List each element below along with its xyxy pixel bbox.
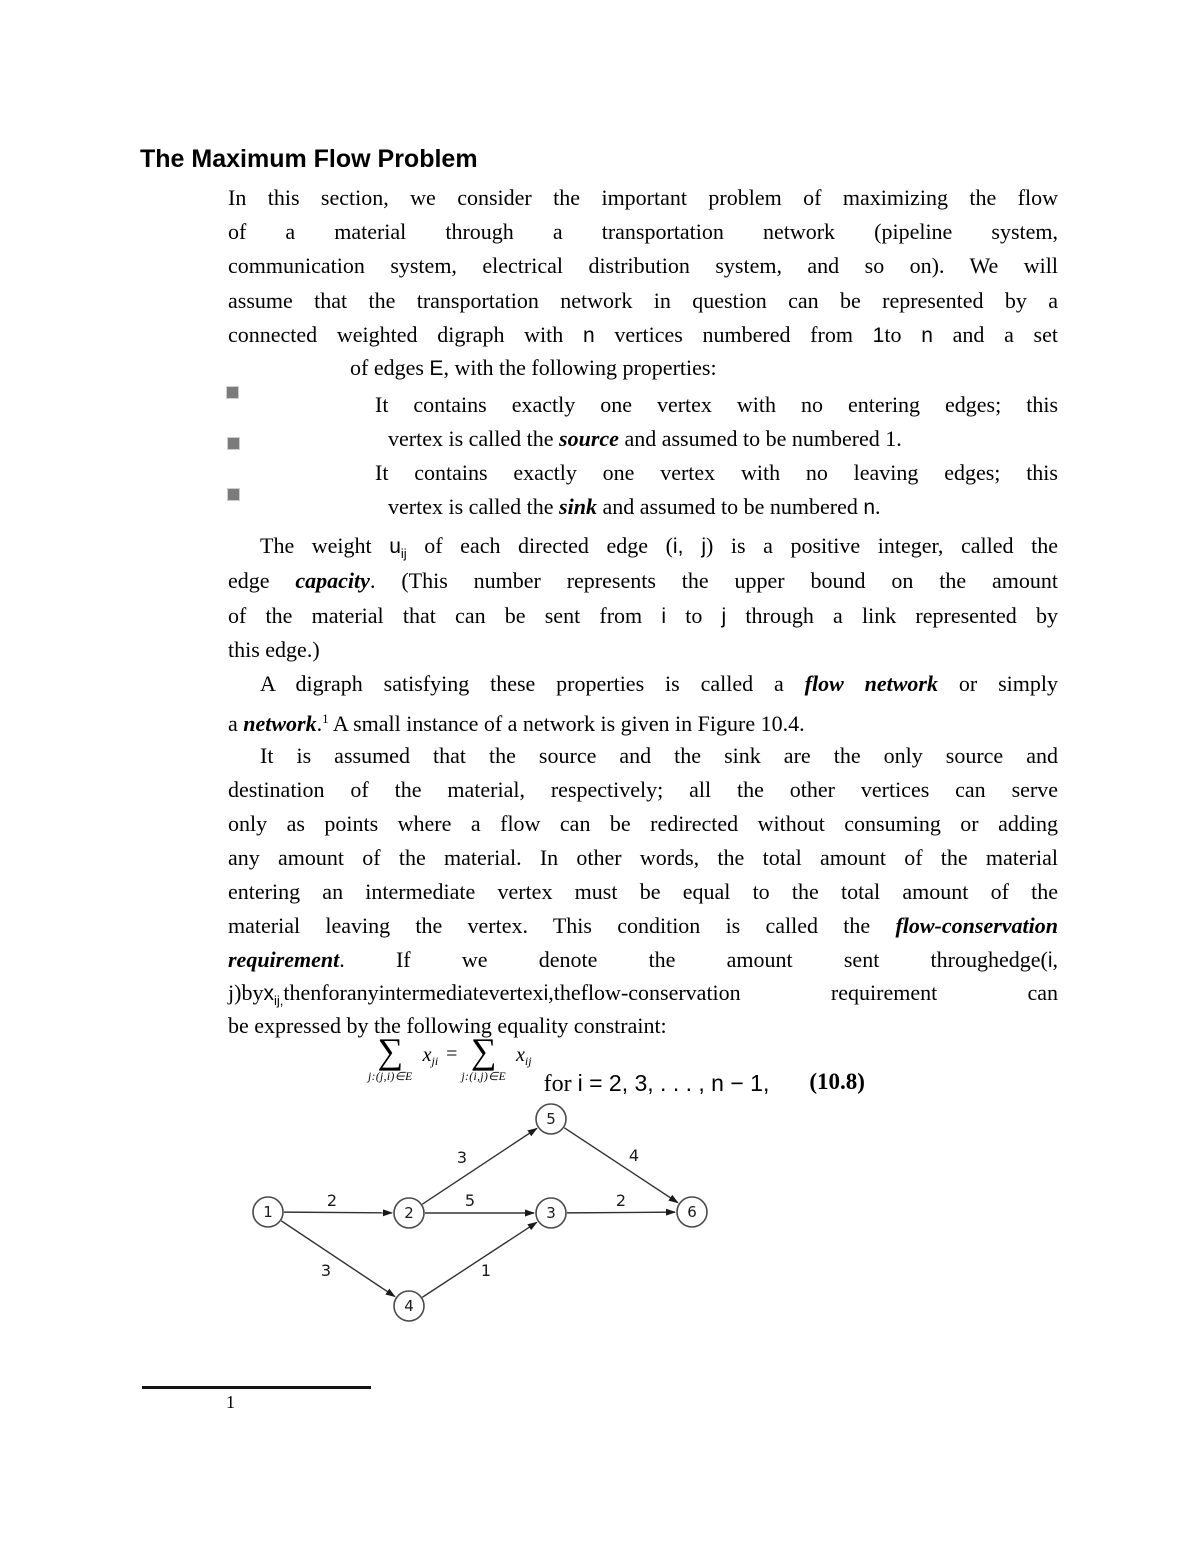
graph-node-5 — [536, 1104, 566, 1134]
p1-line1: In this section, we consider the important problem of maximizing the flow — [228, 185, 1058, 210]
graph-edge-2-5 — [422, 1128, 536, 1204]
summation-lhs-condition: j:(j,i)∈E — [368, 1071, 413, 1083]
edge-capacity-label: 2 — [326, 1191, 338, 1210]
p4-line1: It is assumed that the source and the sink are the only source and — [260, 743, 1058, 768]
section-title: The Maximum Flow Problem — [140, 145, 478, 173]
p1-line6: of edges E, with the following properties: — [350, 355, 717, 380]
footnote-separator — [142, 1386, 371, 1389]
p2-line3: of the material that can be sent from i to j through a link represented by — [228, 603, 1059, 628]
p2-line1: The weight $u_{ij}$ of each directed edge (i, j) is a positive integer, called the — [260, 533, 1058, 561]
graph-edge-3-6 — [567, 1212, 675, 1213]
flow-conservation-equation — [368, 1031, 865, 1098]
p4-line8: j)byx$_{ij,}$thenforanyintermediatevertexi,theflow-conservation requirement can — [228, 980, 1058, 1008]
flow-network-figure — [230, 1090, 730, 1340]
p1-line5: connected weighted digraph with n vertices numbered from 1to n and a set — [228, 322, 1058, 347]
edge-capacity-label: 2 — [615, 1191, 627, 1210]
network-graph-svg — [230, 1090, 730, 1340]
rhs-var: x — [516, 1044, 525, 1066]
edge-capacity-label: 3 — [456, 1148, 468, 1167]
p4-line5: entering an intermediate vertex must be equal to the total amount of the — [228, 879, 1058, 904]
equation-number: (10.8) — [809, 1069, 865, 1094]
for-word: for — [543, 1071, 578, 1097]
p2-line2: edge capacity. (This number represents the upper bound on the amount — [228, 568, 1058, 593]
p1-line3: communication system, electrical distribution system, and so on). We will — [228, 253, 1058, 278]
edge-capacity-label: 1 — [480, 1261, 492, 1280]
p4-line7: requirement. If we denote the amount sent throughedge(i, — [228, 947, 1058, 972]
edge-capacity-label: 5 — [464, 1191, 476, 1210]
rhs-term — [516, 1044, 532, 1069]
condition-text: i = 2, 3, . . . , n − 1, — [577, 1070, 770, 1096]
p4-line3: only as points where a flow can be redirected without consuming or adding — [228, 811, 1058, 836]
footnote-marker: 1 — [226, 1392, 235, 1412]
graph-edge-1-2 — [284, 1212, 392, 1213]
bullet-square-icon — [227, 437, 240, 450]
p4-line6: material leaving the vertex. This condition is called the flow-conservation — [228, 913, 1058, 938]
node-number-label: 2 — [404, 1204, 414, 1222]
edge-capacity-label: 4 — [628, 1146, 640, 1165]
sigma-symbol: ∑ — [470, 1031, 497, 1071]
lhs-term — [423, 1044, 439, 1069]
graph-node-3 — [536, 1198, 566, 1228]
graph-edge-1-4 — [281, 1221, 395, 1297]
bullet2-line2: vertex is called the sink and assumed to be numbered n. — [388, 494, 881, 519]
lhs-subscript: ji — [431, 1054, 439, 1068]
p3-line1: A digraph satisfying these properties is called a flow network or simply — [260, 671, 1058, 696]
bullet-square-icon — [227, 488, 240, 501]
graph-node-1 — [253, 1197, 283, 1227]
bullet-square-icon — [226, 386, 239, 399]
bullet1-line2: vertex is called the source and assumed to be numbered 1. — [388, 426, 902, 451]
p1-line2: of a material through a transportation network (pipeline system, — [228, 219, 1058, 244]
graph-node-2 — [394, 1198, 424, 1228]
p4-line2: destination of the material, respectively; all the other vertices can serve — [228, 777, 1058, 802]
graph-node-6 — [677, 1197, 707, 1227]
equals-sign: = — [446, 1043, 458, 1065]
node-number-label: 6 — [687, 1203, 697, 1221]
summation-lhs — [368, 1031, 413, 1083]
graph-node-4 — [394, 1291, 424, 1321]
graph-edge-4-3 — [422, 1222, 536, 1297]
summation-rhs — [461, 1031, 507, 1083]
sigma-symbol: ∑ — [377, 1031, 404, 1071]
rhs-subscript: ij — [524, 1054, 532, 1068]
lhs-var: x — [422, 1044, 432, 1066]
p4-line4: any amount of the material. In other words, the total amount of the material — [228, 845, 1058, 870]
p1-line4: assume that the transportation network in question can be represented by a — [228, 288, 1058, 313]
bullet2-line1: It contains exactly one vertex with no leaving edges; this — [375, 460, 1058, 485]
node-number-label: 5 — [546, 1110, 556, 1128]
summation-rhs-condition: j:(i,j)∈E — [461, 1071, 507, 1083]
p3-line2: a network.$^1$ A small instance of a network is given in Figure 10.4. — [228, 711, 805, 736]
node-number-label: 3 — [546, 1204, 556, 1222]
node-number-label: 1 — [263, 1203, 273, 1221]
edge-capacity-label: 3 — [320, 1261, 332, 1280]
p2-line4: this edge.) — [228, 637, 320, 662]
node-number-label: 4 — [404, 1297, 414, 1315]
bullet1-line1: It contains exactly one vertex with no entering edges; this — [375, 392, 1058, 417]
p4-line9: be expressed by the following equality constraint: — [228, 1013, 667, 1038]
